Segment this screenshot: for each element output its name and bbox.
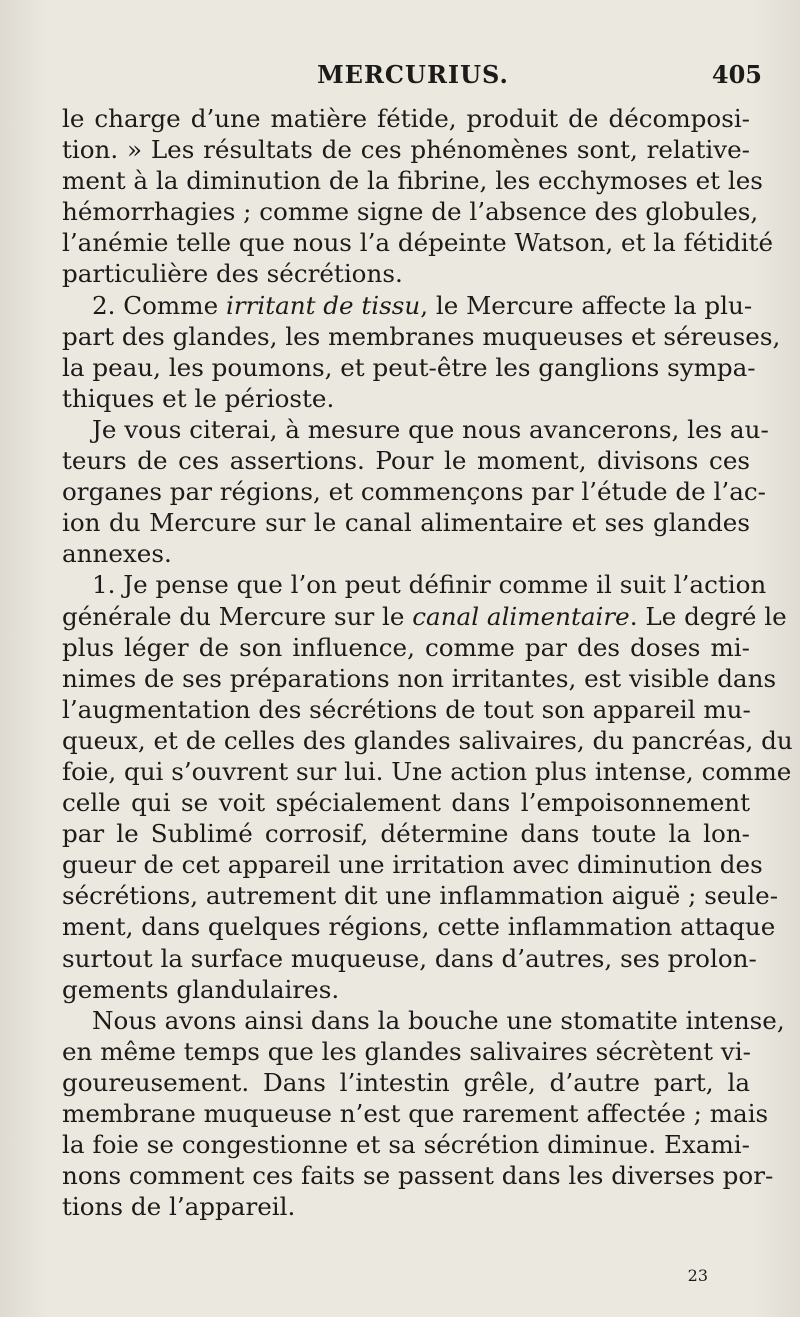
text-line: plus léger de son influence, comme par des doses mi-: [62, 632, 750, 662]
text-line: Je vous citerai, à mesure que nous avancerons, les au-: [92, 414, 769, 444]
text-line: hémorrhagies ; comme signe de l’absence des globules,: [62, 197, 759, 227]
signature-mark: 23: [687, 1266, 708, 1285]
text-line: ment à la diminution de la fibrine, les ecchymoses et les: [62, 166, 763, 196]
text-run: , le Mercure affecte la plu-: [420, 290, 753, 320]
text-line: tion. » Les résultats de ces phénomènes sont, relative-: [62, 135, 750, 165]
text-line: en même temps que les glandes salivaires sécrètent vi-: [62, 1036, 751, 1066]
text-line: foie, qui s’ouvrent sur lui. Une action plus intense, comme: [62, 756, 792, 786]
text-line: Nous avons ainsi dans la bouche une stomatite intense,: [92, 1005, 785, 1035]
text-line: nimes de ses préparations non irritantes, est visible dans: [62, 663, 777, 693]
text-line: tions de l’appareil.: [62, 1192, 296, 1222]
text-line: goureusement. Dans l’intestin grêle, d’autre part, la: [62, 1067, 750, 1097]
text-line: annexes.: [62, 539, 172, 569]
text-line: [62, 601, 787, 632]
text-line: teurs de ces assertions. Pour le moment, divisons ces: [62, 446, 750, 476]
text-run: Je pense que l’on peut définir comme il suit l’action: [123, 570, 767, 600]
paragraph-1: [62, 103, 774, 290]
text-line: membrane muqueuse n’est que rarement affectée ; mais: [62, 1099, 769, 1128]
text-run: générale du Mercure sur le: [62, 601, 405, 631]
item-marker: 2.: [92, 290, 116, 320]
text-line: ion du Mercure sur le canal alimentaire et ses glandes: [62, 508, 750, 538]
body-text: [62, 103, 793, 1222]
text-line: l’anémie telle que nous l’a dépeinte Watson, et la fétidité: [62, 228, 774, 258]
text-line: thiques et le périoste.: [62, 383, 335, 413]
text-line: par le Sublimé corrosif, détermine dans toute la lon-: [62, 819, 750, 849]
text-line: queux, et de celles des glandes salivaires, du pancréas, du: [62, 725, 793, 755]
text-line: la foie se congestionne et sa sécrétion diminue. Exami-: [62, 1130, 750, 1160]
text-line: celle qui se voit spécialement dans l’empoisonnement: [62, 788, 750, 818]
paragraph-4: [62, 569, 793, 1004]
text-run: . Le degré le: [629, 601, 787, 631]
paragraph-3: [62, 414, 769, 569]
text-line: la peau, les poumons, et peut-être les ganglions sympa-: [62, 352, 756, 382]
text-line: [62, 290, 753, 321]
italic-run: irritant de tissu: [225, 290, 421, 320]
text-line: le charge d’une matière fétide, produit de décomposi-: [62, 104, 750, 133]
text-line: surtout la surface muqueuse, dans d’autres, ses prolon-: [62, 943, 757, 973]
text-line: particulière des sécrétions.: [62, 259, 403, 289]
text-line: part des glandes, les membranes muqueuses et séreuses,: [62, 321, 781, 351]
text-line: l’augmentation des sécrétions de tout son appareil mu-: [62, 694, 751, 724]
text-line: gements glandulaires.: [62, 974, 340, 1004]
item-marker: 1.: [92, 570, 116, 600]
text-line: gueur de cet appareil une irritation avec diminution des: [62, 850, 763, 880]
paragraph-2: [62, 290, 781, 414]
text-line: organes par régions, et commençons par l’étude de l’ac-: [62, 477, 766, 507]
text-line: [62, 569, 767, 600]
text-run: Comme: [123, 290, 219, 320]
text-line: nons comment ces faits se passent dans les diverses por-: [62, 1161, 774, 1191]
running-title: MERCURIUS.: [317, 60, 509, 89]
italic-run: canal alimentaire: [412, 601, 630, 631]
text-line: ment, dans quelques régions, cette inflammation attaque: [62, 912, 776, 942]
paragraph-5: [62, 1005, 785, 1223]
running-head: [62, 60, 764, 100]
text-line: sécrétions, autrement dit une inflammation aiguë ; seule-: [62, 881, 779, 911]
page-number: 405: [711, 60, 762, 89]
